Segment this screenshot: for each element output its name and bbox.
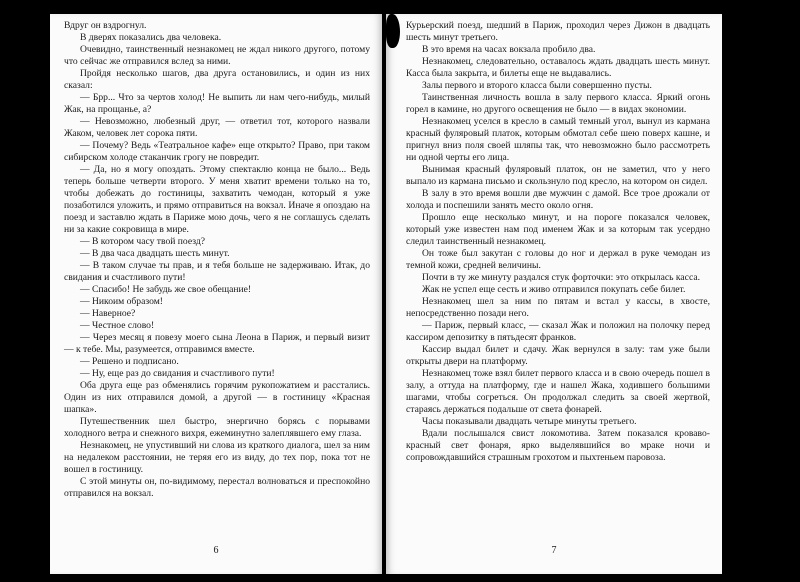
paragraph: — Брр... Что за чертов холод! Не выпить ли нам чего-нибудь, милый Жак, на прощанье, а? bbox=[64, 92, 370, 115]
paragraph: Почти в ту же минуту раздался стук форточки: это открылась касса. bbox=[422, 272, 700, 283]
paragraph: Незнакомец уселся в кресло в самый темный угол, вынул из кармана красный фуляровый платок, которым обмотал себе шею поверх кашне, и пригнул вниз поля своей шляпы так, что невозможно было рассмотреть ни одной черты его лица. bbox=[406, 116, 710, 163]
right-page-text bbox=[406, 20, 710, 464]
paragraph: Таинственная личность вошла в залу первого класса. Яркий огонь горел в камине, но другого освещения не было — в видах экономии. bbox=[406, 92, 710, 115]
paragraph: В залу в это время вошли две мужчин с дамой. Все трое дрожали от холода и поспешили занять место около огня. bbox=[406, 188, 710, 211]
paragraph: Залы первого и второго класса были совершенно пусты. bbox=[422, 80, 652, 91]
paragraph: Незнакомец тоже взял билет первого класса и в свою очередь пошел в залу, а оттуда на платформу, где и нашел Жака, ходившего большими шагами, чтобы согреться. Он продолжал следить за своей жертвой, стараясь держаться подальше от света фонарей. bbox=[406, 368, 710, 415]
paragraph: — Решено и подписано. bbox=[80, 356, 179, 367]
paragraph: — В котором часу твой поезд? bbox=[80, 236, 205, 247]
paragraph: — Через месяц я повезу моего сына Леона в Париж, и первый визит — к тебе. Мы, разумеется, отправимся вместе. bbox=[64, 332, 370, 355]
paragraph: — В таком случае ты прав, и я тебя больше не задерживаю. Итак, до свидания и счастливого пути! bbox=[64, 260, 370, 283]
paragraph: — В два часа двадцать шесть минут. bbox=[80, 248, 230, 259]
paragraph: Вдруг он вздрогнул. bbox=[64, 20, 147, 31]
paragraph: Незнакомец, не упустивший ни слова из краткого диалога, шел за ним на недалеком расстоянии, не теряя его из виду, до тех пор, пока тот не вошел в гостиницу. bbox=[64, 440, 370, 475]
paragraph: — Париж, первый класс, — сказал Жак и положил на полочку перед кассиром депозитку в пятьдесят франков. bbox=[406, 320, 710, 343]
left-page-text bbox=[64, 20, 370, 500]
paragraph: Оба друга еще раз обменялись горячим рукопожатием и расстались. Один из них отправился домой, а другой — в гостиницу «Красная шапка». bbox=[64, 380, 370, 415]
paragraph: — Да, но я могу опоздать. Этому спектаклю конца не было... Ведь теперь больше четверти второго. У меня хватит времени только на то, чтобы добежать до гостиницы, захватить чемодан, который я уже позаботился уложить, и прямо отправиться на вокзал. Иначе я опоздаю на поезд и заставлю ждать в Париже мою дочь, чего я не соглашусь сделать ни за какие сокровища в мире. bbox=[64, 164, 370, 235]
right-page bbox=[386, 14, 722, 574]
paragraph: Часы показывали двадцать четыре минуты третьего. bbox=[422, 416, 637, 427]
right-page-number: 7 bbox=[551, 545, 557, 556]
paragraph: — Наверное? bbox=[80, 308, 136, 319]
paragraph: — Спасибо! Не забудь же свое обещание! bbox=[80, 284, 252, 295]
paragraph: Курьерский поезд, шедший в Париж, проходил через Дижон в двадцать шесть минут третьего. bbox=[406, 20, 710, 43]
paragraph: Очевидно, таинственный незнакомец не ждал никого другого, потому что сейчас же отправился вслед за ними. bbox=[64, 44, 370, 67]
paragraph: Он тоже был закутан с головы до ног и держал в руке чемодан из темной кожи, средней величины. bbox=[406, 248, 710, 271]
paragraph: — Ну, еще раз до свидания и счастливого пути! bbox=[80, 368, 275, 379]
paragraph: Прошло еще несколько минут, и на пороге показался человек, который уже известен нам под именем Жак и за которым так усердно следил таинственный незнакомец. bbox=[406, 212, 710, 247]
paragraph: В дверях показались два человека. bbox=[80, 32, 222, 43]
paragraph: Вдали послышался свист локомотива. Затем показался кроваво-красный свет фонаря, ярко выделявшийся во мраке ночи и сопровождавшийся страшным грохотом и пыхтеньем паровоза. bbox=[406, 428, 710, 463]
left-page bbox=[50, 14, 382, 574]
paragraph: — Почему? Ведь «Театральное кафе» еще открыто? Право, при таком сибирском холоде стаканчик грогу не повредит. bbox=[64, 140, 370, 163]
paragraph: Путешественник шел быстро, энергично борясь с порывами холодного ветра и снежного вихря, ежеминутно залеплявшего ему глаза. bbox=[64, 416, 370, 439]
paragraph: Жак не успел еще сесть и живо отправился покупать себе билет. bbox=[422, 284, 686, 295]
paragraph: Незнакомец шел за ним по пятам и встал у кассы, в хвосте, непосредственно позади него. bbox=[406, 296, 710, 319]
paragraph: — Никоим образом! bbox=[80, 296, 163, 307]
scan-ink-mark bbox=[386, 14, 400, 48]
paragraph: Пройдя несколько шагов, два друга остановились, и один из них сказал: bbox=[64, 68, 370, 91]
paragraph: — Честное слово! bbox=[80, 320, 155, 331]
paragraph: Вынимая красный фуляровый платок, он не заметил, что у него выпало из кармана письмо и скользнуло под кресло, на котором он сидел. bbox=[406, 164, 710, 187]
left-page-number: 6 bbox=[213, 545, 219, 556]
paragraph: — Невозможно, любезный друг, — ответил тот, которого назвали Жаком, человек лет сорока пяти. bbox=[64, 116, 370, 139]
paragraph: Незнакомец, следовательно, оставалось ждать двадцать шесть минут. Касса была закрыта, и билеты еще не выдавались. bbox=[406, 56, 710, 79]
paragraph: В это время на часах вокзала пробило два. bbox=[422, 44, 596, 55]
paragraph: Кассир выдал билет и сдачу. Жак вернулся в залу: там уже были открыты двери на платформу. bbox=[406, 344, 710, 367]
paragraph: С этой минуты он, по-видимому, перестал волноваться и преспокойно отправился на вокзал. bbox=[64, 476, 370, 499]
